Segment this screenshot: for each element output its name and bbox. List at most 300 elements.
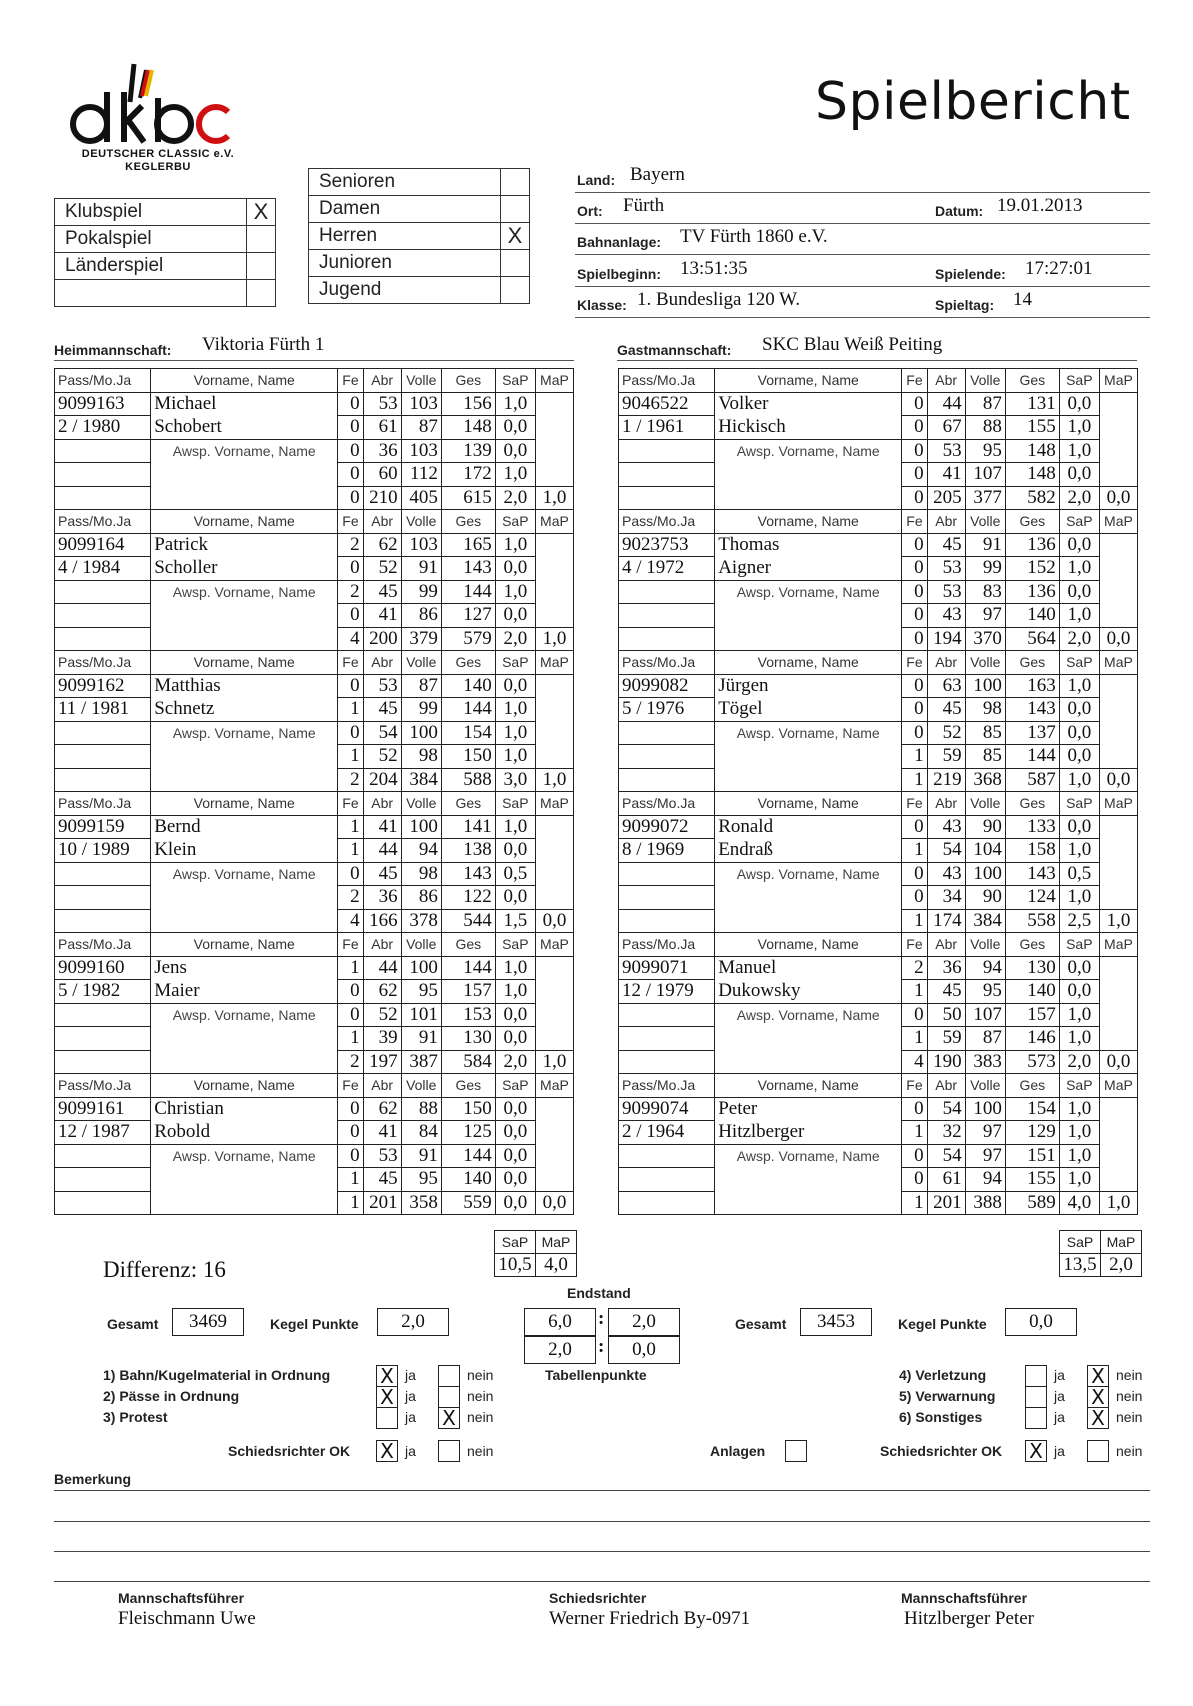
game-sap: 1,0 — [1059, 1144, 1099, 1168]
empty-cell — [55, 439, 151, 463]
home-sum-sap: 10,5 — [495, 1254, 536, 1277]
total-map: 0,0 — [535, 909, 573, 933]
check-left-ja[interactable]: X — [376, 1386, 398, 1408]
game-fe: 0 — [902, 1097, 927, 1121]
total-row — [619, 768, 1138, 792]
game-volle: 91 — [965, 533, 1005, 557]
total-sap: 2,0 — [1059, 627, 1099, 651]
game-fe: 2 — [338, 533, 363, 557]
map-empty-cell — [535, 956, 573, 980]
awsp-label: Awsp. Vorname, Name — [151, 1144, 338, 1168]
check-left-ja[interactable] — [376, 1407, 398, 1429]
schiri-ok-left-ja-label: ja — [405, 1443, 416, 1459]
game-sap: 1,0 — [1059, 674, 1099, 698]
game-sap: 1,0 — [1059, 1097, 1099, 1121]
game-row — [619, 745, 1138, 769]
header-volle: Volle — [401, 651, 441, 675]
game-row — [55, 1121, 574, 1145]
game-fe: 0 — [338, 392, 363, 416]
empty-cell — [151, 463, 338, 487]
header-abr: Abr — [363, 1074, 401, 1098]
category-label: Jugend — [309, 277, 501, 304]
check-right-ja[interactable] — [1025, 1386, 1047, 1408]
header-sap: SaP — [1059, 510, 1099, 534]
game-abr: 43 — [927, 815, 965, 839]
game-fe: 0 — [338, 416, 363, 440]
game-fe: 0 — [902, 557, 927, 581]
map-empty-cell — [535, 839, 573, 863]
header-sap: SaP — [495, 369, 535, 393]
game-sap: 1,0 — [495, 980, 535, 1004]
player-birth: 2 / 1980 — [55, 416, 151, 440]
header-name: Vorname, Name — [151, 933, 338, 957]
header-abr: Abr — [927, 651, 965, 675]
total-map: 1,0 — [535, 627, 573, 651]
game-volle: 97 — [965, 604, 1005, 628]
empty-cell — [715, 627, 902, 651]
game-volle: 97 — [965, 1121, 1005, 1145]
game-sap: 0,0 — [1059, 698, 1099, 722]
game-sap: 0,0 — [495, 886, 535, 910]
header-name: Vorname, Name — [151, 369, 338, 393]
category-mark[interactable] — [501, 169, 530, 196]
category-row — [309, 223, 530, 250]
bemerkung-line-4 — [54, 1581, 1150, 1582]
game-volle: 95 — [401, 980, 441, 1004]
game-fe: 1 — [902, 1121, 927, 1145]
game-ges: 144 — [441, 580, 495, 604]
ende-value: 17:27:01 — [1025, 258, 1093, 279]
check-left-ja-label: ja — [405, 1388, 416, 1404]
category-mark[interactable] — [501, 277, 530, 304]
map-empty-cell — [535, 721, 573, 745]
player-first-name: Thomas — [715, 533, 902, 557]
player-birth: 4 / 1984 — [55, 557, 151, 581]
empty-cell — [55, 604, 151, 628]
total-fe: 4 — [338, 909, 363, 933]
empty-cell — [619, 604, 715, 628]
game-row — [55, 439, 574, 463]
game-sap: 1,0 — [495, 533, 535, 557]
game-fe: 0 — [902, 1168, 927, 1192]
header-abr: Abr — [363, 369, 401, 393]
game-fe: 0 — [902, 886, 927, 910]
game-fe: 0 — [338, 557, 363, 581]
total-abr: 197 — [363, 1050, 401, 1074]
game-sap: 1,0 — [1059, 1003, 1099, 1027]
total-row — [619, 486, 1138, 510]
header-sap: SaP — [1059, 1074, 1099, 1098]
game-row — [55, 839, 574, 863]
info-times — [575, 256, 1150, 287]
game-abr: 50 — [927, 1003, 965, 1027]
header-volle: Volle — [965, 369, 1005, 393]
header-pass: Pass/Mo.Ja — [619, 369, 715, 393]
check-left-nein-label: nein — [467, 1388, 494, 1404]
game-fe: 2 — [902, 956, 927, 980]
game-ges: 140 — [441, 1168, 495, 1192]
game-row — [55, 1097, 574, 1121]
player-last-name: Schobert — [151, 416, 338, 440]
game-fe: 1 — [338, 956, 363, 980]
check-left-ja[interactable]: X — [376, 1365, 398, 1387]
header-map: MaP — [1099, 1074, 1137, 1098]
player-pass: 9099162 — [55, 674, 151, 698]
game-volle: 87 — [965, 1027, 1005, 1051]
game-abr: 52 — [363, 557, 401, 581]
empty-cell — [619, 1050, 715, 1074]
header-volle: Volle — [965, 510, 1005, 534]
header-pass: Pass/Mo.Ja — [55, 651, 151, 675]
game-fe: 1 — [902, 1027, 927, 1051]
header-volle: Volle — [401, 369, 441, 393]
check-right-nein[interactable]: X — [1087, 1407, 1109, 1429]
game-ges: 148 — [1005, 439, 1059, 463]
game-ges: 150 — [441, 1097, 495, 1121]
header-map: MaP — [535, 933, 573, 957]
game-row — [55, 557, 574, 581]
header-sap: SaP — [495, 510, 535, 534]
map-empty-cell — [535, 416, 573, 440]
game-ges: 154 — [1005, 1097, 1059, 1121]
category-mark[interactable] — [501, 196, 530, 223]
game-abr: 62 — [363, 1097, 401, 1121]
awsp-label: Awsp. Vorname, Name — [715, 862, 902, 886]
empty-cell — [619, 721, 715, 745]
header-fe: Fe — [902, 1074, 927, 1098]
header-map: MaP — [1099, 651, 1137, 675]
game-sap: 1,0 — [495, 392, 535, 416]
anlagen-checkbox[interactable] — [785, 1440, 807, 1462]
game-volle: 100 — [965, 674, 1005, 698]
game-sap: 1,0 — [1059, 886, 1099, 910]
table-header-row — [619, 1074, 1138, 1098]
header-fe: Fe — [902, 792, 927, 816]
player-birth: 5 / 1976 — [619, 698, 715, 722]
map-empty-cell — [1099, 980, 1137, 1004]
awsp-label: Awsp. Vorname, Name — [151, 862, 338, 886]
total-abr: 219 — [927, 768, 965, 792]
klasse-value: 1. Bundesliga 120 W. — [637, 289, 801, 310]
schiri-ok-right-ja[interactable]: X — [1025, 1440, 1047, 1462]
game-type-box — [54, 198, 276, 307]
game-sap: 0,0 — [1059, 956, 1099, 980]
info-ort — [575, 193, 1150, 224]
endstand-home-tabelle: 2,0 — [524, 1336, 596, 1364]
player-birth: 4 / 1972 — [619, 557, 715, 581]
player-pass: 9099071 — [619, 956, 715, 980]
player-pass: 9099160 — [55, 956, 151, 980]
home-team-name: Viktoria Fürth 1 — [202, 334, 325, 355]
empty-cell — [619, 486, 715, 510]
game-volle: 112 — [401, 463, 441, 487]
sig-guest-name: Hitzlberger Peter — [904, 1608, 1034, 1629]
map-empty-cell — [535, 862, 573, 886]
player-last-name: Scholler — [151, 557, 338, 581]
game-ges: 163 — [1005, 674, 1059, 698]
check-left-nein[interactable] — [438, 1365, 460, 1387]
header-volle: Volle — [965, 651, 1005, 675]
game-row — [55, 698, 574, 722]
home-kegel-label: Kegel Punkte — [270, 1316, 359, 1332]
total-volle: 405 — [401, 486, 441, 510]
map-empty-cell — [1099, 956, 1137, 980]
header-pass: Pass/Mo.Ja — [619, 510, 715, 534]
check-left-nein[interactable] — [438, 1386, 460, 1408]
game-row — [619, 439, 1138, 463]
game-fe: 2 — [338, 580, 363, 604]
game-ges: 122 — [441, 886, 495, 910]
header-fe: Fe — [338, 651, 363, 675]
player-birth: 10 / 1989 — [55, 839, 151, 863]
game-ges: 154 — [441, 721, 495, 745]
awsp-label: Awsp. Vorname, Name — [715, 721, 902, 745]
game-volle: 85 — [965, 745, 1005, 769]
total-row — [619, 1191, 1138, 1215]
category-row — [309, 196, 530, 223]
header-abr: Abr — [927, 1074, 965, 1098]
map-empty-cell — [1099, 416, 1137, 440]
game-row — [619, 533, 1138, 557]
info-bahn — [575, 224, 1150, 255]
game-fe: 0 — [902, 416, 927, 440]
total-sap: 2,0 — [495, 1050, 535, 1074]
header-pass: Pass/Mo.Ja — [619, 1074, 715, 1098]
total-volle: 384 — [965, 909, 1005, 933]
game-row — [55, 392, 574, 416]
game-sap: 0,0 — [495, 1097, 535, 1121]
header-pass: Pass/Mo.Ja — [55, 510, 151, 534]
game-abr: 67 — [927, 416, 965, 440]
empty-cell — [55, 1050, 151, 1074]
total-map: 1,0 — [535, 1050, 573, 1074]
game-type-mark[interactable] — [247, 280, 276, 307]
game-ges: 125 — [441, 1121, 495, 1145]
check-right-label: 4) Verletzung — [899, 1367, 987, 1383]
empty-cell — [619, 1003, 715, 1027]
header-volle: Volle — [401, 510, 441, 534]
total-volle: 387 — [401, 1050, 441, 1074]
player-last-name: Klein — [151, 839, 338, 863]
header-map: MaP — [1099, 933, 1137, 957]
header-map: MaP — [535, 651, 573, 675]
game-type-row — [55, 226, 276, 253]
game-fe: 1 — [338, 839, 363, 863]
total-row — [55, 909, 574, 933]
table-header-row — [619, 651, 1138, 675]
check-right-label: 6) Sonstiges — [899, 1409, 983, 1425]
awsp-label: Awsp. Vorname, Name — [151, 721, 338, 745]
game-abr: 45 — [927, 980, 965, 1004]
total-map: 0,0 — [1099, 1050, 1137, 1074]
game-abr: 45 — [363, 1168, 401, 1192]
empty-cell — [151, 1191, 338, 1215]
game-abr: 36 — [927, 956, 965, 980]
game-ges: 130 — [441, 1027, 495, 1051]
total-fe: 1 — [902, 909, 927, 933]
map-empty-cell — [535, 533, 573, 557]
empty-cell — [715, 1050, 902, 1074]
game-type-mark[interactable]: X — [247, 199, 276, 226]
game-ges: 157 — [1005, 1003, 1059, 1027]
game-row — [619, 862, 1138, 886]
check-right-nein[interactable]: X — [1087, 1386, 1109, 1408]
header-volle: Volle — [401, 1074, 441, 1098]
empty-cell — [619, 745, 715, 769]
home-team-header — [54, 336, 574, 361]
game-abr: 53 — [363, 392, 401, 416]
category-mark[interactable] — [501, 250, 530, 277]
game-sap: 0,5 — [1059, 862, 1099, 886]
game-abr: 44 — [927, 392, 965, 416]
empty-cell — [151, 886, 338, 910]
empty-cell — [619, 439, 715, 463]
home-sum-map-label: MaP — [536, 1231, 577, 1254]
check-right-nein-label: nein — [1116, 1367, 1143, 1383]
game-sap: 1,0 — [1059, 1121, 1099, 1145]
category-mark[interactable]: X — [501, 223, 530, 250]
player-birth: 12 / 1979 — [619, 980, 715, 1004]
game-type-mark[interactable] — [247, 253, 276, 280]
total-sap: 2,0 — [495, 486, 535, 510]
check-right-label: 5) Verwarnung — [899, 1388, 996, 1404]
header-map: MaP — [535, 369, 573, 393]
game-sap: 0,0 — [495, 674, 535, 698]
check-right-ja[interactable] — [1025, 1365, 1047, 1387]
game-fe: 0 — [902, 604, 927, 628]
map-empty-cell — [1099, 1144, 1137, 1168]
game-volle: 87 — [401, 674, 441, 698]
game-sap: 0,0 — [495, 557, 535, 581]
table-header-row — [619, 933, 1138, 957]
total-ges: 558 — [1005, 909, 1059, 933]
empty-cell — [715, 745, 902, 769]
player-birth: 12 / 1987 — [55, 1121, 151, 1145]
game-type-label: Pokalspiel — [55, 226, 247, 253]
total-ges: 582 — [1005, 486, 1059, 510]
game-row — [619, 1144, 1138, 1168]
player-first-name: Volker — [715, 392, 902, 416]
map-empty-cell — [535, 1121, 573, 1145]
map-empty-cell — [1099, 1168, 1137, 1192]
game-volle: 94 — [965, 956, 1005, 980]
total-sap: 2,0 — [1059, 1050, 1099, 1074]
header-abr: Abr — [363, 933, 401, 957]
map-empty-cell — [1099, 862, 1137, 886]
game-row — [619, 886, 1138, 910]
check-left-nein[interactable]: X — [438, 1407, 460, 1429]
game-abr: 54 — [927, 1144, 965, 1168]
game-abr: 44 — [363, 956, 401, 980]
game-abr: 53 — [927, 439, 965, 463]
game-type-row — [55, 280, 276, 307]
endstand-sep-2: : — [598, 1336, 605, 1357]
game-row — [619, 1027, 1138, 1051]
player-pass: 9046522 — [619, 392, 715, 416]
header-sap: SaP — [1059, 933, 1099, 957]
header-ges: Ges — [1005, 1074, 1059, 1098]
game-fe: 1 — [338, 745, 363, 769]
empty-cell — [715, 463, 902, 487]
empty-cell — [619, 627, 715, 651]
game-ges: 133 — [1005, 815, 1059, 839]
game-ges: 131 — [1005, 392, 1059, 416]
game-type-mark[interactable] — [247, 226, 276, 253]
game-volle: 101 — [401, 1003, 441, 1027]
map-empty-cell — [1099, 698, 1137, 722]
header-fe: Fe — [338, 792, 363, 816]
schiri-ok-left-ja[interactable]: X — [376, 1440, 398, 1462]
game-sap: 0,0 — [1059, 392, 1099, 416]
empty-cell — [619, 580, 715, 604]
check-left-label: 3) Protest — [103, 1409, 168, 1425]
game-ges: 140 — [441, 674, 495, 698]
empty-cell — [55, 721, 151, 745]
game-row — [55, 956, 574, 980]
bemerkung-line-3 — [54, 1551, 1150, 1552]
game-sap: 0,0 — [495, 439, 535, 463]
schiri-ok-left-nein[interactable] — [438, 1440, 460, 1462]
table-header-row — [55, 1074, 574, 1098]
check-right-ja[interactable] — [1025, 1407, 1047, 1429]
game-abr: 45 — [363, 580, 401, 604]
game-abr: 45 — [927, 533, 965, 557]
game-volle: 90 — [965, 815, 1005, 839]
sig-referee-name: Werner Friedrich By-0971 — [549, 1608, 751, 1629]
header-abr: Abr — [363, 510, 401, 534]
total-abr: 201 — [927, 1191, 965, 1215]
game-abr: 60 — [363, 463, 401, 487]
game-row — [619, 1003, 1138, 1027]
game-abr: 59 — [927, 1027, 965, 1051]
schiri-ok-right-nein[interactable] — [1087, 1440, 1109, 1462]
category-box — [308, 168, 530, 304]
header-name: Vorname, Name — [715, 933, 902, 957]
game-volle: 87 — [401, 416, 441, 440]
total-fe: 0 — [902, 627, 927, 651]
player-first-name: Bernd — [151, 815, 338, 839]
header-pass: Pass/Mo.Ja — [619, 933, 715, 957]
game-abr: 41 — [363, 1121, 401, 1145]
guest-kegel-punkte: 0,0 — [1005, 1308, 1077, 1336]
total-row — [55, 1191, 574, 1215]
header-map: MaP — [535, 792, 573, 816]
game-volle: 100 — [401, 721, 441, 745]
game-sap: 0,0 — [495, 416, 535, 440]
empty-cell — [55, 768, 151, 792]
header-sap: SaP — [495, 792, 535, 816]
awsp-label: Awsp. Vorname, Name — [151, 439, 338, 463]
check-right-nein[interactable]: X — [1087, 1365, 1109, 1387]
map-empty-cell — [535, 745, 573, 769]
game-volle: 88 — [965, 416, 1005, 440]
player-last-name: Aigner — [715, 557, 902, 581]
header-ges: Ges — [441, 1074, 495, 1098]
check-right-nein-label: nein — [1116, 1409, 1143, 1425]
bemerkung-label: Bemerkung — [54, 1471, 132, 1487]
game-row — [55, 463, 574, 487]
game-abr: 54 — [363, 721, 401, 745]
player-last-name: Endraß — [715, 839, 902, 863]
total-fe: 0 — [338, 486, 363, 510]
spieltag-value: 14 — [1013, 289, 1032, 310]
game-row — [619, 604, 1138, 628]
sig-home-role: Mannschaftsführer — [118, 1590, 245, 1606]
game-volle: 95 — [965, 439, 1005, 463]
game-sap: 1,0 — [495, 745, 535, 769]
game-volle: 100 — [965, 862, 1005, 886]
header-abr: Abr — [363, 792, 401, 816]
